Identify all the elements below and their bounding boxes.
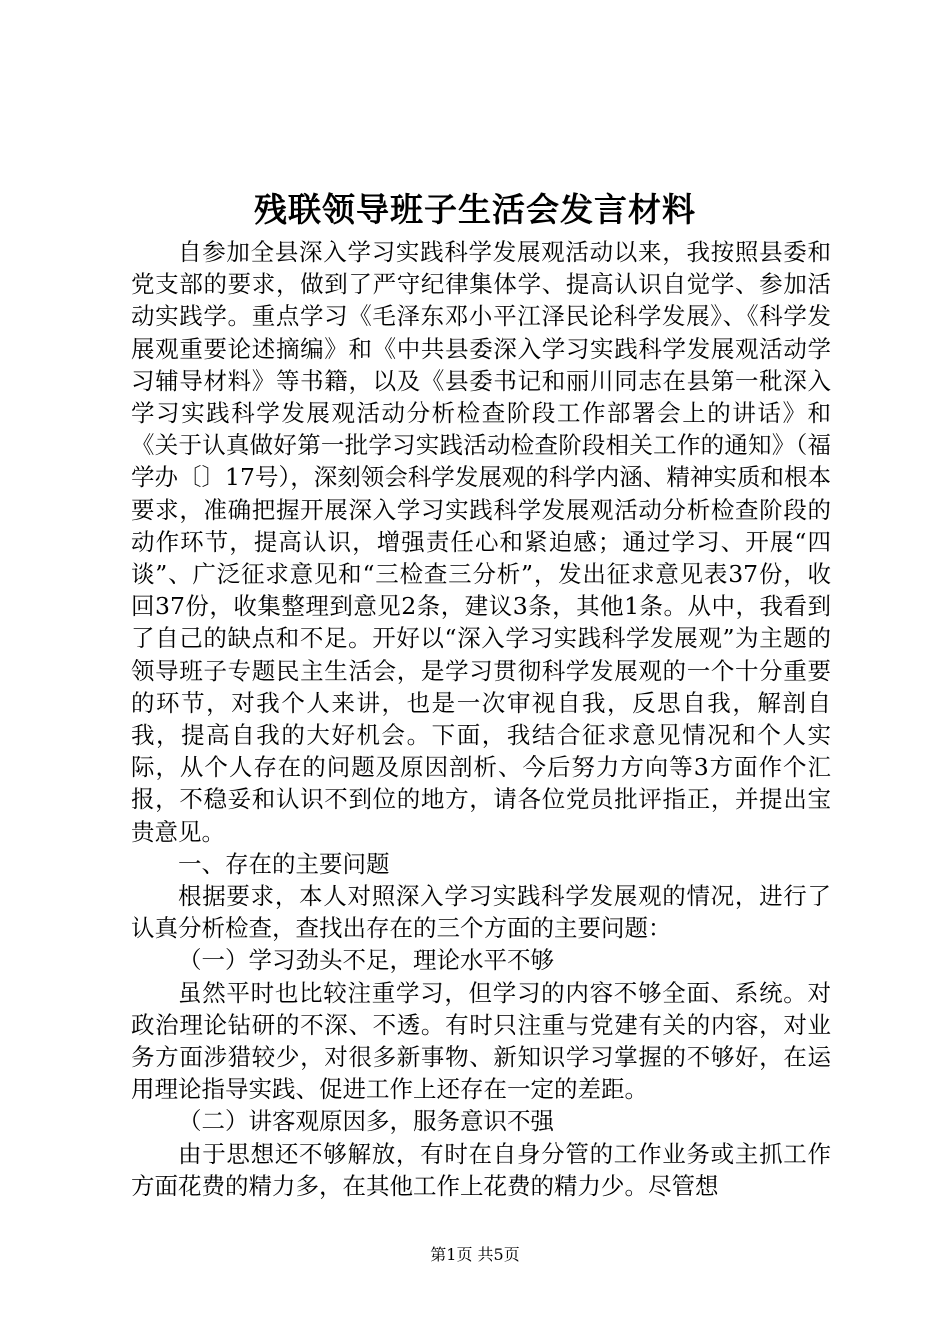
- page-number-footer: 第1页 共5页: [430, 1245, 520, 1264]
- document-body: [131, 236, 831, 1202]
- document-title: 残联领导班子生活会发言材料: [254, 190, 696, 229]
- intro-paragraph: 自参加全县深入学习实践科学发展观活动以来，我按照县委和党支部的要求，做到了严守纪律集体学、提高认识自觉学、参加活动实践学。重点学习《毛泽东邓小平江泽民论科学发展》、《科学发展观重要论述摘编》和《中共县委深入学习实践科学发展观活动学习辅导材料》等书籍，以及《县委书记和丽川同志在县第一秕深入学习实践科学发展观活动分析检查阶段工作部署会上的讲话》和《关于认真做好第一批学习实践活动检查阶段相关工作的通知》（福学办〔〕17号），深刻领会科学发展观的科学内涵、精神实质和根本要求，准确把握开展深入学习实践科学发展观活动分析检查阶段的动作环节，提高认识，增强责任心和紧迫感；通过学习、开展“四谈”、广泛征求意见和“三检查三分析”，发出征求意见表37份，收回37份，收集整理到意见2条，建议3条，其他1条。从中，我看到了自己的缺点和不足。开好以“深入学习实践科学发展观”为主题的领导班子专题民主生活会，是学习贯彻科学发展观的一个十分重要的环节，对我个人来讲，也是一次审视自我，反思自我，解剖自我，提高自我的大好机会。下面，我结合征求意见情况和个人实际，从个人存在的问题及原因剖析、今后努力方向等3方面作个汇报，不稳妥和认识不到位的地方，请各位党员批评指正，并提出宝贵意见。: [131, 238, 831, 846]
- subsection-heading: （一）学习劲头不足，理论水平不够: [178, 946, 554, 975]
- subsection-heading: （二）讲客观原因多，服务意识不强: [178, 1107, 554, 1136]
- section-paragraph: 根据要求，本人对照深入学习实践科学发展观的情况，进行了认真分析检查，查找出存在的三个方面的主要问题：: [131, 882, 831, 943]
- section-heading: 一、存在的主要问题: [178, 849, 390, 878]
- subsection-paragraph: 由于思想还不够解放，有时在自身分管的工作业务或主抓工作方面花费的精力多，在其他工作上花费的精力少。尽管想: [131, 1139, 831, 1200]
- subsection-paragraph: 虽然平时也比较注重学习，但学习的内容不够全面、系统。对政治理论钻研的不深、不透。有时只注重与党建有关的内容，对业务方面涉猎较少，对很多新事物、新知识学习掌握的不够好，在运用理论指导实践、促进工作上还存在一定的差距。: [131, 978, 831, 1104]
